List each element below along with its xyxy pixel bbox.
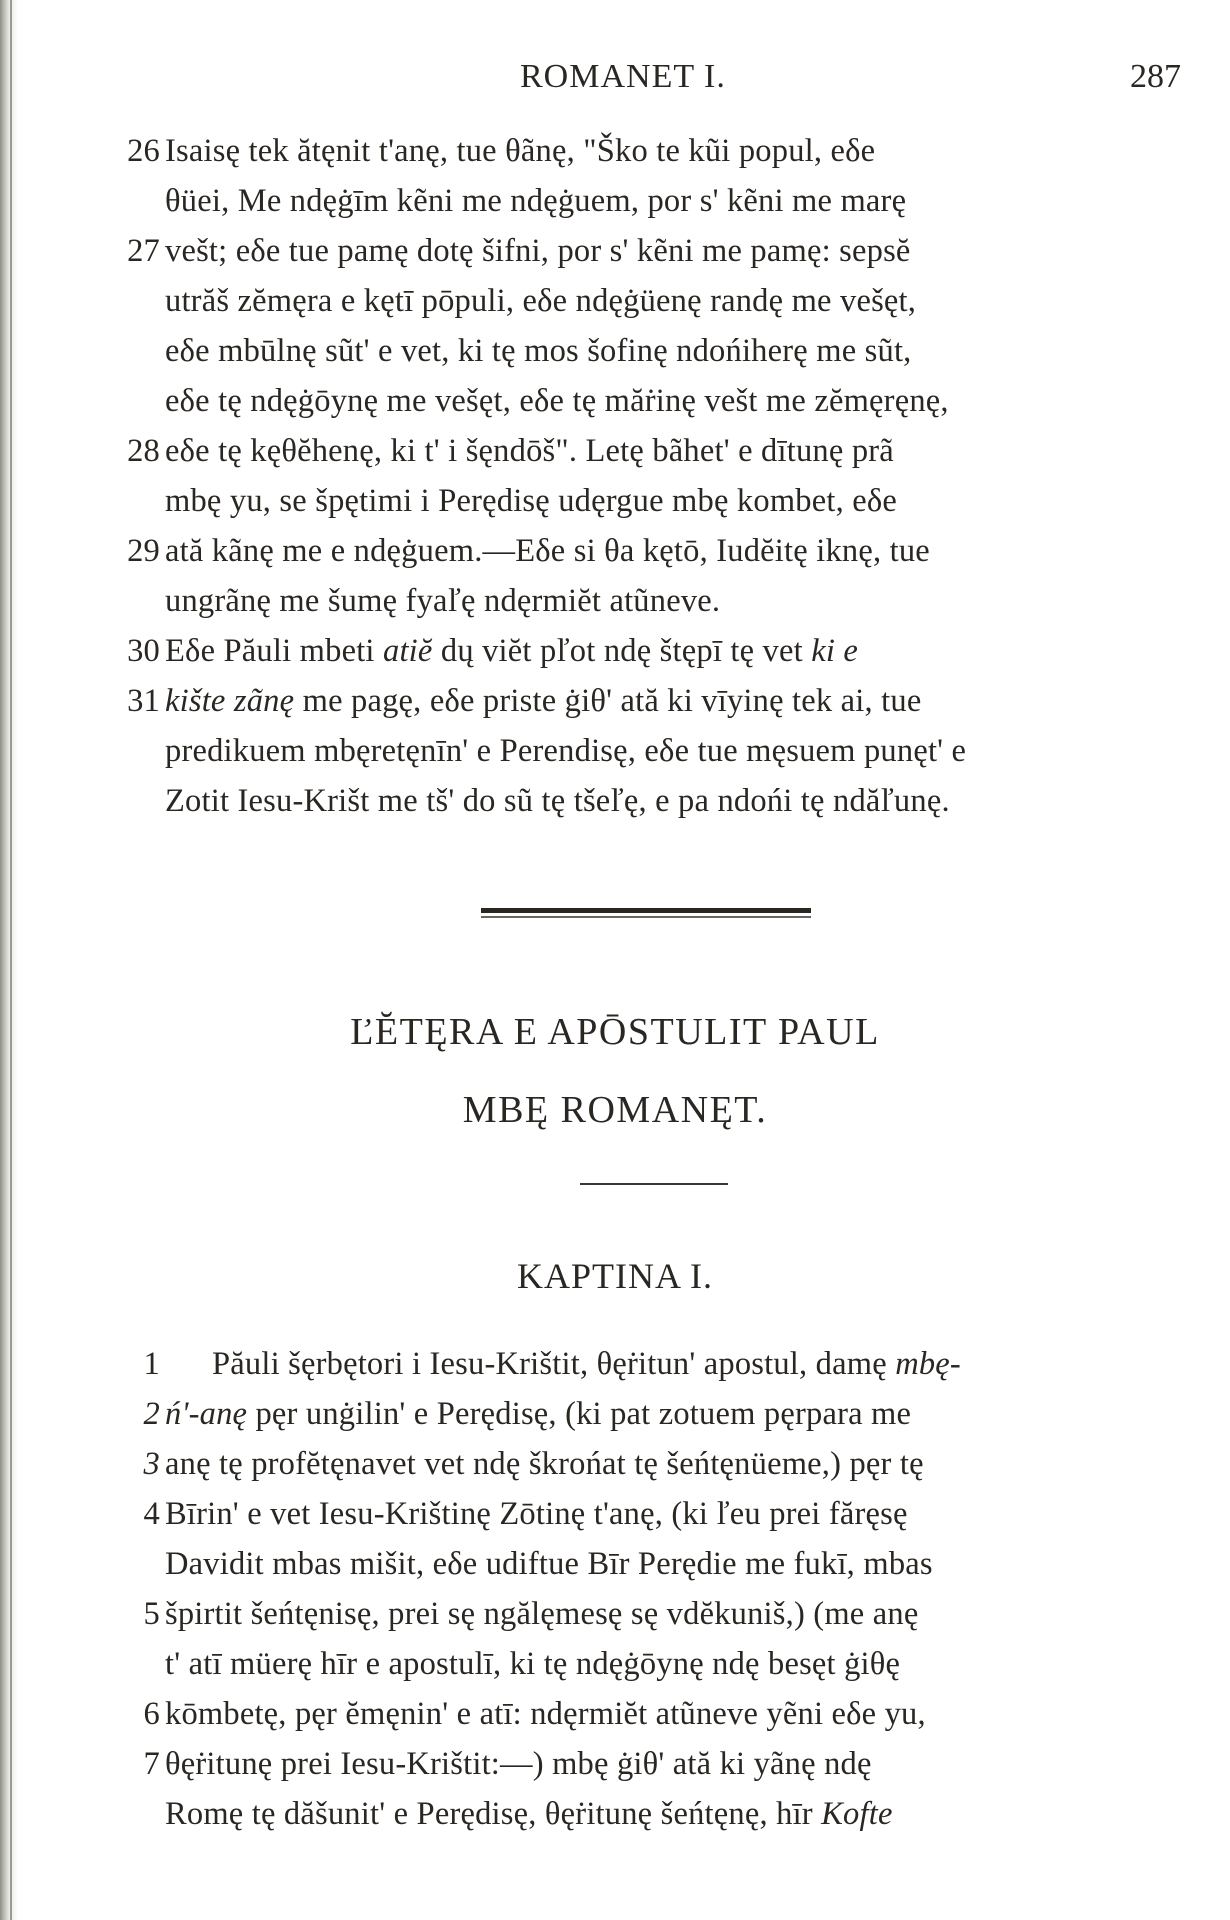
line-text: t' atī müerę hīr e apostulī, ki tę ndęġōynę ndę besęt ġiθę [165, 1646, 901, 1682]
verse-number: 28 [127, 433, 160, 469]
verse-number: 30 [127, 633, 160, 669]
line-text: eδe mbūlnę sũt' e vet, ki tę mos šofinę ndońiherę me sũt, [165, 333, 912, 369]
page-edge-line [10, 0, 12, 1920]
line-text-part: Eδe Păuli mbeti [165, 633, 383, 669]
line-text [165, 1394, 911, 1434]
verse-number: 27 [127, 233, 160, 269]
line-text: Zotit Iesu-Krišt me tš' do sũ tę tšeľę, e pa ndońi tę ndăľunę. [165, 783, 950, 819]
verse-number: 7 [143, 1746, 160, 1782]
line-text-part: Păuli šęrbętori i Iesu-Krištit, θęṙitun' apostul, damę [212, 1346, 896, 1382]
line-text-part: me pagę, eδe priste ġiθ' ată ki vīyinę tek ai, tue [294, 683, 922, 719]
line-text [165, 631, 858, 671]
verse-number: 26 [127, 133, 160, 169]
line-text: Isaisę tek ătęnit t'anę, tue θãnę, "Ško te kũi popul, eδe [165, 133, 876, 169]
line-text: θęṙitunę prei Iesu-Krištit:—) mbę ġiθ' ată ki yãnę ndę [165, 1746, 872, 1782]
line-text: utrăš zĕmęra e kętī pōpuli, eδe ndęġüenę randę me vešęt, [165, 283, 917, 319]
italic-text: Kofte [821, 1796, 893, 1832]
section-divider-thick [481, 908, 811, 913]
line-text-part: dų viĕt pľot ndę štępī tę vet [432, 633, 812, 669]
line-text: ungrãnę me šumę fyaľę ndęrmiĕt atũneve. [165, 583, 721, 619]
italic-text: ń'-anę [165, 1396, 248, 1432]
line-text: θüei, Me ndęġīm kẽni me ndęġuem, por s' kẽni me marę [165, 183, 907, 219]
epistle-title: ĽĔTĘRA E APŌSTULIT PAUL [350, 1011, 880, 1053]
book-spine-shadow [0, 0, 18, 1920]
italic-text: kište zãnę [165, 683, 295, 719]
line-text: anę tę profĕtęnavet vet ndę škrońat tę šeńtęnüeme,) pęr tę [165, 1446, 924, 1482]
verse-number: 4 [143, 1496, 160, 1532]
line-text: vešt; eδe tue pamę dotę šifni, por s' kẽni me pamę: sepsĕ [165, 233, 911, 269]
verse-number: 3 [143, 1446, 160, 1482]
line-text: Bīrin' e vet Iesu-Krištinę Zōtinę t'anę, (ki ľeu prei făręsę [165, 1496, 908, 1532]
title-divider [580, 1183, 728, 1185]
italic-text: ki e [811, 633, 858, 669]
running-header-title: ROMANET I. [520, 58, 726, 95]
line-text: predikuem mbęretęnīn' e Perendisę, eδe tue męsuem punęt' e [165, 733, 967, 769]
line-text: kōmbetę, pęr ĕmęnin' e atī: ndęrmiĕt atũneve yẽni eδe yu, [165, 1696, 926, 1732]
epistle-subtitle: MBĘ ROMANĘT. [462, 1089, 768, 1131]
line-text [165, 1794, 893, 1834]
section-divider-thin [481, 916, 811, 918]
line-text [165, 681, 921, 721]
verse-number: 2 [143, 1396, 160, 1432]
line-text-part: pęr unġilin' e Perędisę, (ki pat zotuem pęrpara me [247, 1396, 912, 1432]
verse-number: 1 [143, 1346, 160, 1382]
verse-number: 31 [127, 683, 160, 719]
chapter-heading: KAPTINA I. [517, 1256, 713, 1296]
verse-number: 6 [143, 1696, 160, 1732]
line-text: eδe tę ndęġōynę me vešęt, eδe tę măṙinę vešt me zĕmęręnę, [165, 383, 949, 419]
italic-text: atiĕ [383, 633, 433, 669]
line-text: mbę yu, se špętimi i Perędisę udęrgue mbę kombet, eδe [165, 483, 898, 519]
line-text: špirtit šeńtęnisę, prei sę ngălęmesę sę vdĕkuniš,) (me anę [165, 1596, 919, 1632]
line-text: ată kãnę me e ndęġuem.—Eδe si θa kętō, Iudĕitę iknę, tue [165, 533, 930, 569]
page-number: 287 [1130, 58, 1181, 95]
line-text-part: Romę tę dăšunit' e Perędisę, θęṙitunę šeńtęnę, hīr [165, 1796, 822, 1832]
line-text: Davidit mbas mišit, eδe udiftue Bīr Perędie me fukī, mbas [165, 1546, 933, 1582]
italic-text: mbę- [895, 1346, 961, 1382]
verse-number: 29 [127, 533, 160, 569]
line-text [212, 1344, 961, 1384]
verse-number: 5 [143, 1596, 160, 1632]
line-text: eδe tę kęθĕhenę, ki t' i šęndōš". Letę bãhet' e dītunę prã [165, 433, 894, 469]
